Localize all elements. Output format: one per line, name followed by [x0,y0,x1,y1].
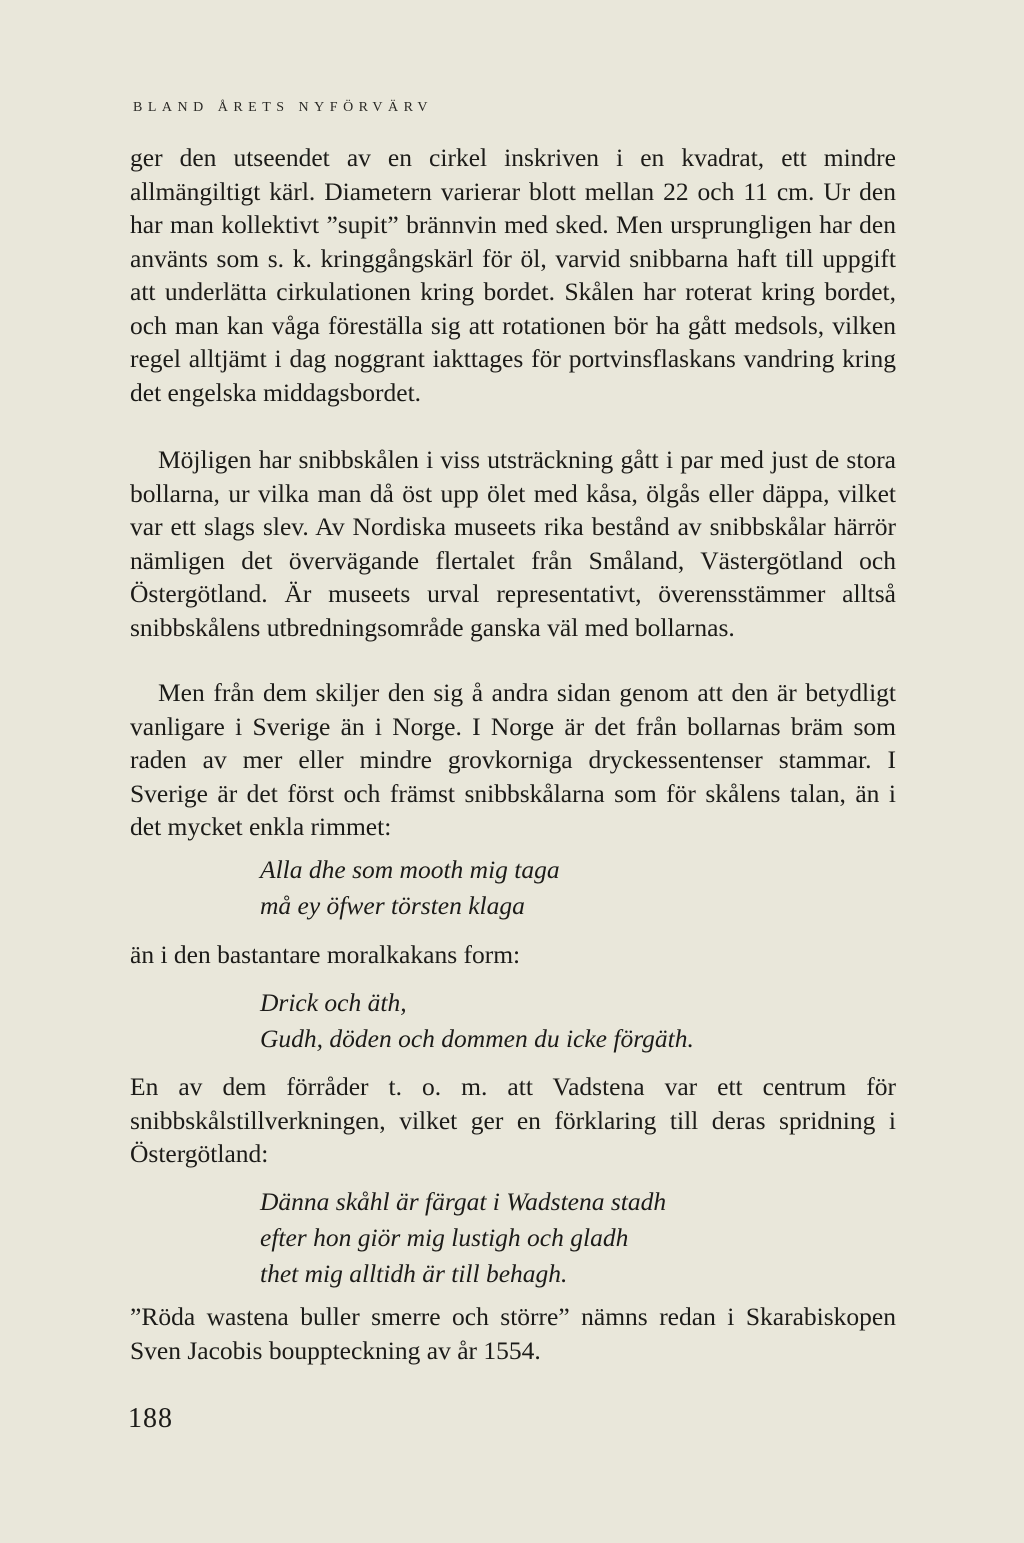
verse-2 [260,985,694,1057]
paragraph-4: än i den bastantare moralkakans form: [130,940,521,969]
paragraph-3: Men från dem skiljer den sig å andra sidan genom att den är betydligt vanligare i Sverige än i Norge. I Norge är det från bollarnas bräm som raden av mer eller mindre grovkorniga dryckessentenser stammar. I Sverige är det först och främst snibbskålarna som för skålens talan, än i det mycket enkla rimmet: [130,678,896,841]
verse-3-line-1: Dänna skåhl är färgat i Wadstena stadh [260,1187,667,1216]
page-number: 188 [128,1403,173,1434]
paragraph-2: Möjligen har snibbskålen i viss utsträckning gått i par med just de stora bollarna, ur vilka man då öst upp ölet med kåsa, ölgås eller däppa, vilket var ett slags slev. Av Nordiska museets rika bestånd av snibbskålar härrör nämligen det övervägande flertalet från Småland, Västergötland och Östergötland. Är museets urval representativt, överensstämmer alltså snibbskålens utbredningsområde ganska väl med bollarnas. [130,445,896,642]
verse-1-line-1: Alla dhe som mooth mig taga [260,855,560,884]
paragraph-1: ger den utseendet av en cirkel inskriven i en kvadrat, ett mindre allmängiltigt kärl. Diametern varierar blott mellan 22 och 11 cm. Ur den har man kollektivt ”supit” brännvin med sked. Men ursprungligen har den använts som s. k. kringgångskärl för öl, varvid snibbarna haft till uppgift att underlätta cirkulationen kring bordet. Skålen har roterat kring bordet, och man kan våga föreställa sig att rotationen bör ha gått medsols, vilken regel alltjämt i dag noggrant iakttages för portvinsflaskans vandring kring det engelska middagsbordet. [130,143,896,407]
verse-2-line-1: Drick och äth, [260,988,407,1017]
paragraph-6: ”Röda wastena buller smerre och större” nämns redan i Skarabiskopen Sven Jacobis bouppteckning av år 1554. [130,1302,896,1365]
verse-3 [260,1184,666,1292]
paragraph-5: En av dem förråder t. o. m. att Vadstena var ett centrum för snibbskålstillverkningen, vilket ger en förklaring till deras spridning i Östergötland: [130,1072,896,1168]
verse-1 [260,852,560,924]
verse-3-line-3: thet mig alltidh är till behagh. [260,1259,568,1288]
verse-3-line-2: efter hon giör mig lustigh och gladh [260,1223,629,1252]
verse-1-line-2: må ey öfwer törsten klaga [260,891,525,920]
running-head: BLAND ÅRETS NYFÖRVÄRV [133,100,433,115]
verse-2-line-2: Gudh, döden och dommen du icke förgäth. [260,1024,694,1053]
